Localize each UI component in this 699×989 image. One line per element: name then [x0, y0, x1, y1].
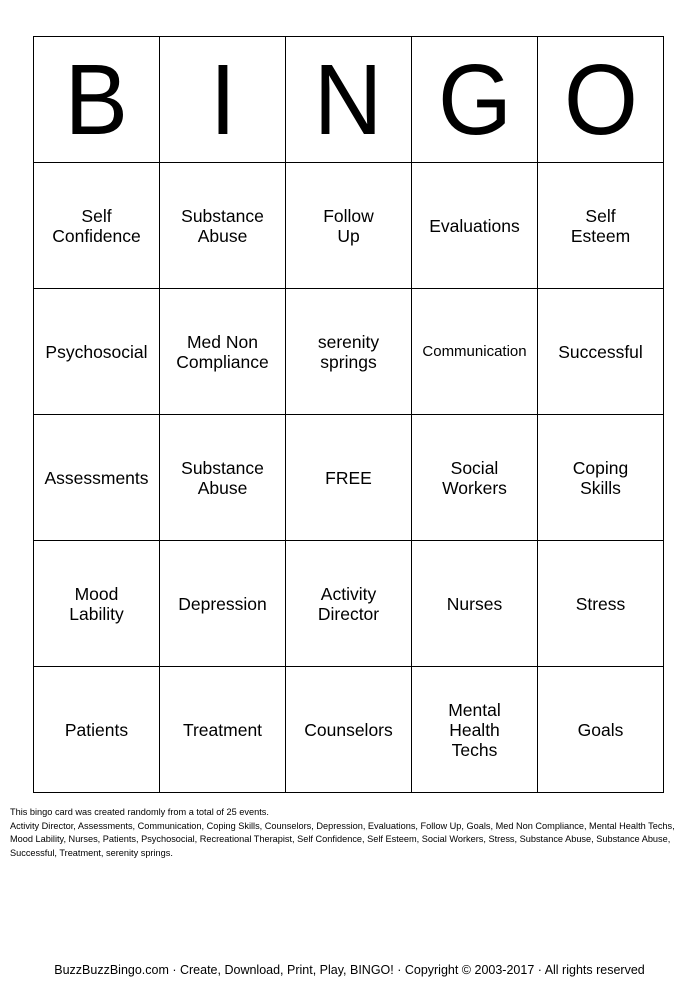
bingo-cell: Successful	[538, 289, 664, 415]
footer-copyright: BuzzBuzzBingo.com · Create, Download, Print, Play, BINGO! · Copyright © 2003-2017 · All rights reserved	[54, 963, 645, 977]
bingo-cell: Depression	[160, 541, 286, 667]
header-letter: B	[64, 43, 129, 156]
bingo-cell: Nurses	[412, 541, 538, 667]
bingo-cell: Assessments	[34, 415, 160, 541]
bingo-cell: Psychosocial	[34, 289, 160, 415]
bingo-cell: Mood Lability	[34, 541, 160, 667]
bingo-cell: Activity Director	[286, 541, 412, 667]
header-letter: G	[437, 43, 512, 156]
bingo-cell: Goals	[538, 667, 664, 793]
bingo-row	[34, 289, 664, 415]
bingo-cell: Substance Abuse	[160, 415, 286, 541]
header-letter-o	[538, 37, 664, 163]
bingo-cell: Evaluations	[412, 163, 538, 289]
bingo-cell: Counselors	[286, 667, 412, 793]
bingo-cell: Communication	[412, 289, 538, 415]
bingo-row	[34, 415, 664, 541]
bingo-row	[34, 541, 664, 667]
bingo-cell: Med Non Compliance	[160, 289, 286, 415]
bingo-row	[34, 667, 664, 793]
header-letter: I	[209, 43, 236, 156]
header-letter-b	[34, 37, 160, 163]
header-row	[34, 37, 664, 163]
card-info-intro: This bingo card was created randomly from a total of 25 events.	[10, 807, 269, 817]
header-letter-n	[286, 37, 412, 163]
bingo-cell: Social Workers	[412, 415, 538, 541]
bingo-row	[34, 163, 664, 289]
card-info-events: Activity Director, Assessments, Communication, Coping Skills, Counselors, Depression, Evaluations, Follow Up, Goals, Med Non Compliance, Mental Health Techs, Mood Lability, Nurses, Patients, Psychosocial, Recreational Therapist, Self Confidence, Self Esteem, Social Workers, Stress, Substance Abuse, Substance Abuse, Successful, Treatment, serenity springs.	[10, 820, 675, 858]
header-letter-i	[160, 37, 286, 163]
bingo-card	[33, 36, 664, 793]
free-space-cell: FREE	[286, 415, 412, 541]
card-info	[10, 806, 694, 860]
bingo-cell: Self Esteem	[538, 163, 664, 289]
bingo-cell: Substance Abuse	[160, 163, 286, 289]
header-letter: N	[314, 43, 383, 156]
bingo-cell: Follow Up	[286, 163, 412, 289]
bingo-cell: serenity springs	[286, 289, 412, 415]
bingo-cell: Self Confidence	[34, 163, 160, 289]
bingo-cell: Treatment	[160, 667, 286, 793]
bingo-cell: Stress	[538, 541, 664, 667]
header-letter-g	[412, 37, 538, 163]
bingo-cell: Mental Health Techs	[412, 667, 538, 793]
header-letter: O	[563, 43, 638, 156]
bingo-cell: Coping Skills	[538, 415, 664, 541]
bingo-cell: Patients	[34, 667, 160, 793]
